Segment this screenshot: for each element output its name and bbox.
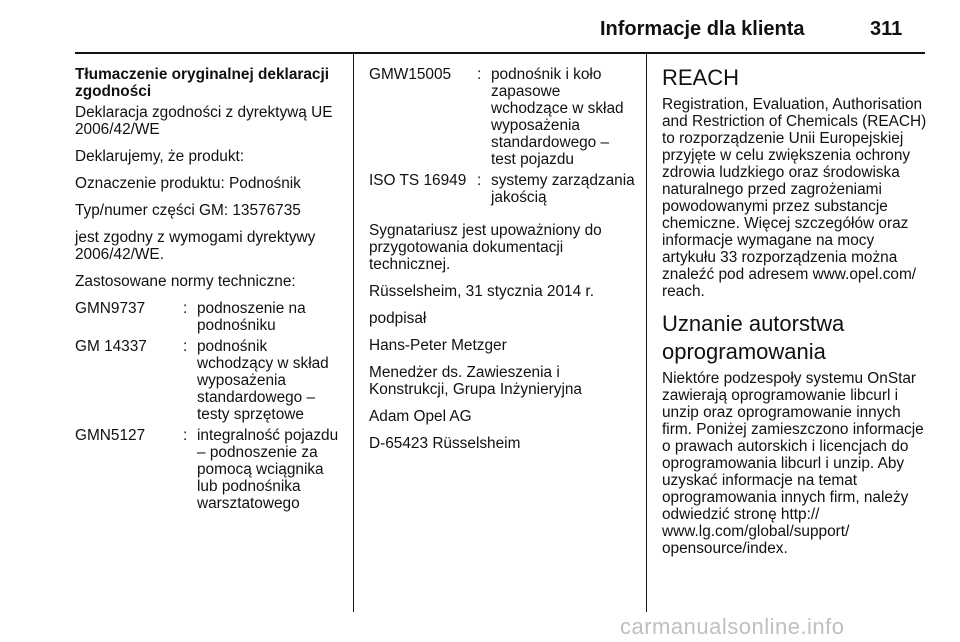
column-2 — [369, 66, 637, 462]
column-1 — [75, 66, 343, 516]
norm-description: systemy zarządzania jakością — [491, 172, 635, 206]
paragraph: Deklaracja zgodności z dyrektywą UE 2006/42/WE — [75, 104, 333, 138]
table-row — [369, 66, 637, 172]
norm-separator: : — [183, 427, 188, 444]
header-rule — [75, 52, 925, 54]
paragraph: Typ/numer części GM: 13576735 — [75, 202, 301, 219]
norm-code: GMN5127 — [75, 427, 146, 444]
norm-separator: : — [477, 66, 482, 83]
reach-paragraph: Registration, Evaluation, Authorisation and Restriction of Chemicals (REACH) to rozporządzenie Unii Europejskiej przyjęte w celu zwiększenia ochrony zdrowia ludzkiego oraz środowiska naturalnego przed zagrożeniami powodowanymi przez substancje chemiczne. Więcej szczegółów oraz informacje wymagane na mocy artykułu 33 rozporządzenia można znaleźć pod adresem www.opel.com/ reach. — [662, 96, 927, 300]
paragraph: podpisał — [369, 310, 427, 327]
paragraph: Sygnatariusz jest upoważniony do przygotowania dokumentacji technicznej. — [369, 222, 602, 273]
norm-code: GM 14337 — [75, 338, 147, 355]
column-divider-2 — [646, 54, 647, 612]
watermark: carmanualsonline.info — [620, 614, 845, 639]
paragraph: Menedżer ds. Zawieszenia i Konstrukcji, Grupa Inżynieryjna — [369, 364, 582, 398]
paragraph: Oznaczenie produktu: Podnośnik — [75, 175, 301, 192]
norms-table — [369, 66, 637, 210]
column-divider-1 — [353, 54, 354, 612]
software-heading: Uznanie autorstwa oprogramowania — [662, 311, 845, 364]
table-row — [75, 300, 343, 338]
paragraph: Adam Opel AG — [369, 408, 472, 425]
norm-separator: : — [183, 338, 188, 355]
table-row — [75, 427, 343, 516]
norm-separator: : — [183, 300, 188, 317]
norms-table — [75, 300, 343, 516]
paragraph: Zastosowane normy techniczne: — [75, 273, 296, 290]
norm-separator: : — [477, 172, 482, 189]
table-row — [369, 172, 637, 210]
norm-description: integralność pojazdu – podnoszenie za pomocą wciągnika lub podnośnika warsztatowego — [197, 427, 339, 512]
norm-description: podnoszenie na podnośniku — [197, 300, 306, 334]
paragraph: D-65423 Rüsselsheim — [369, 435, 521, 452]
column-3 — [662, 64, 928, 567]
software-paragraph: Niektóre podzespoły systemu OnStar zawierają oprogramowanie libcurl i unzip oraz oprogramowanie innych firm. Poniżej zamieszczono informacje o prawach autorskich i licencjach do oprogramowania libcurl i unzip. Aby uzyskać informacje na temat oprogramowania innych firm, należy odwiedzić stronę http:// www.lg.com/global/support/ opensource/index. — [662, 370, 924, 557]
norm-code: ISO TS 16949 — [369, 172, 467, 189]
table-row — [75, 338, 343, 427]
declaration-heading: Tłumaczenie oryginalnej deklaracji zgodności — [75, 66, 330, 100]
norm-code: GMW15005 — [369, 66, 452, 83]
reach-heading: REACH — [662, 65, 740, 90]
paragraph: Hans-Peter Metzger — [369, 337, 507, 354]
page-header-title: Informacje dla klienta — [600, 18, 805, 40]
norm-description: podnośnik wchodzący w skład wyposażenia standardowego – testy sprzętowe — [197, 338, 329, 423]
paragraph: Deklarujemy, że produkt: — [75, 148, 245, 165]
paragraph: Rüsselsheim, 31 stycznia 2014 r. — [369, 283, 594, 300]
page-number: 311 — [870, 18, 903, 40]
norm-code: GMN9737 — [75, 300, 146, 317]
norm-description: podnośnik i koło zapasowe wchodzące w skład wyposażenia standardowego – test pojazdu — [491, 66, 624, 168]
paragraph: jest zgodny z wymogami dyrektywy 2006/42/WE. — [75, 229, 316, 263]
